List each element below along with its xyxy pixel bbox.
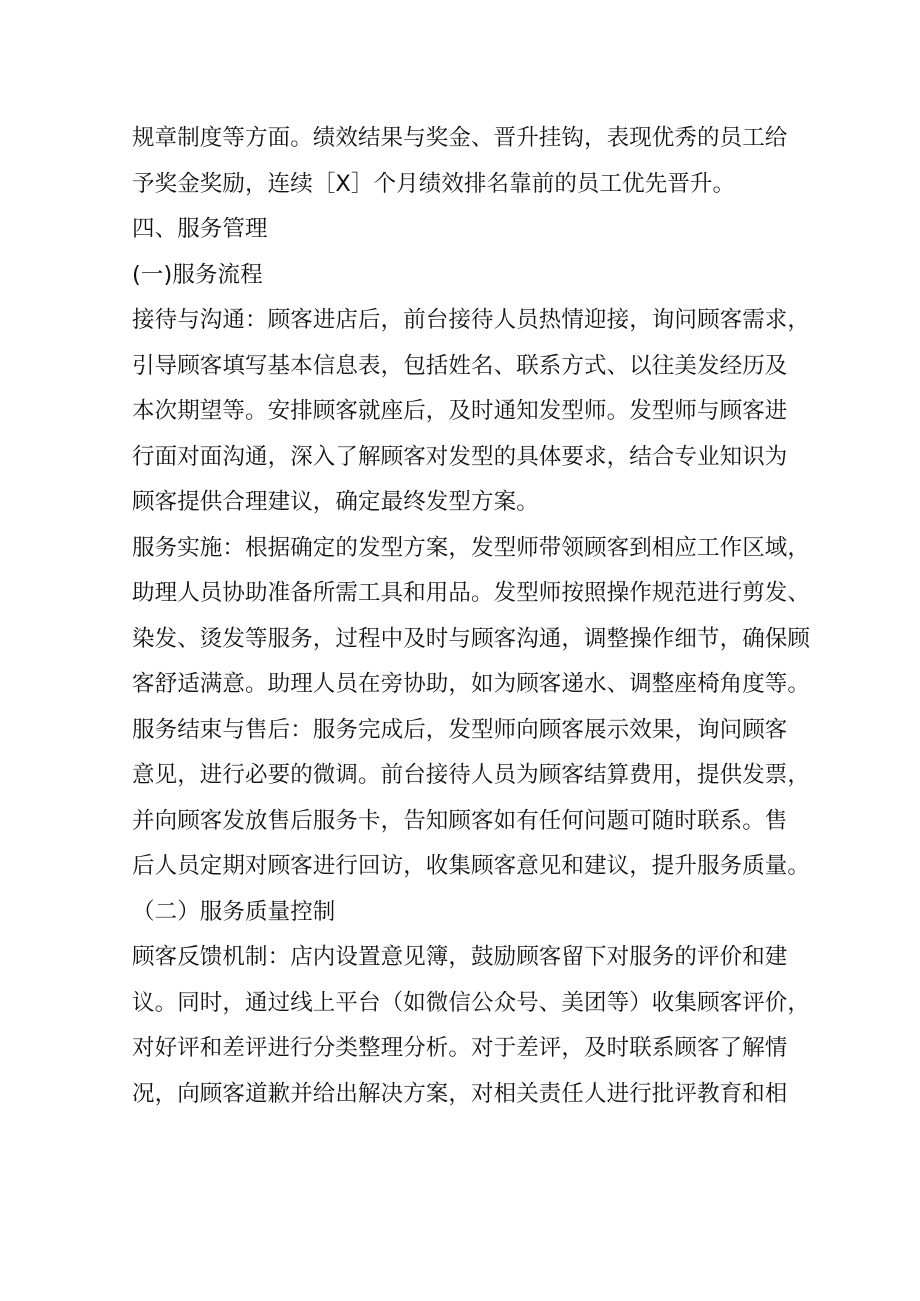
text-line: 规章制度等方面。绩效结果与奖金、晋升挂钩，表现优秀的员工给 <box>132 125 788 151</box>
text-line: 议。同时，通过线上平台（如微信公众号、美团等）收集顾客评价， <box>132 989 811 1016</box>
text-line: 接待与沟通：顾客进店后，前台接待人员热情迎接，询问顾客需求， <box>132 307 811 333</box>
text-line: 引导顾客填写基本信息表，包括姓名、联系方式、以往美发经历及 <box>132 352 788 379</box>
text-line: 予奖金奖励，连续［X］个月绩效排名靠前的员工优先晋升。 <box>132 170 736 197</box>
section-heading: 四、服务管理 <box>132 216 268 242</box>
text-line: 客舒适满意。助理人员在旁协助，如为顾客递水、调整座椅角度等。 <box>132 671 811 697</box>
text-line: 本次期望等。安排顾客就座后，及时通知发型师。发型师与顾客进 <box>132 398 788 424</box>
text-line: 助理人员协助准备所需工具和用品。发型师按照操作规范进行剪发、 <box>132 580 811 606</box>
text-line: 染发、烫发等服务，过程中及时与顾客沟通，调整操作细节，确保顾 <box>132 625 811 652</box>
subsection-heading: (一)服务流程 <box>132 261 263 288</box>
subsection-heading: （二）服务质量控制 <box>132 898 336 925</box>
text-line: 对好评和差评进行分类整理分析。对于差评，及时联系顾客了解情 <box>132 1035 788 1061</box>
text-line: 服务结束与售后：服务完成后，发型师向顾客展示效果，询问顾客 <box>132 716 788 743</box>
document-body <box>132 116 812 1117</box>
text-line: 况，向顾客道歉并给出解决方案，对相关责任人进行批评教育和相 <box>132 1080 788 1107</box>
text-line: 顾客提供合理建议，确定最终发型方案。 <box>132 489 539 515</box>
text-line: 顾客反馈机制：店内设置意见簿，鼓励顾客留下对服务的评价和建 <box>132 944 788 970</box>
text-line: 并向顾客发放售后服务卡，告知顾客如有任何问题可随时联系。售 <box>132 807 788 834</box>
text-line: 后人员定期对顾客进行回访，收集顾客意见和建议，提升服务质量。 <box>132 853 811 879</box>
text-line: 意见，进行必要的微调。前台接待人员为顾客结算费用，提供发票， <box>132 762 811 788</box>
text-line: 服务实施：根据确定的发型方案，发型师带领顾客到相应工作区域， <box>132 534 811 561</box>
text-line: 行面对面沟通，深入了解顾客对发型的具体要求，结合专业知识为 <box>132 443 788 470</box>
